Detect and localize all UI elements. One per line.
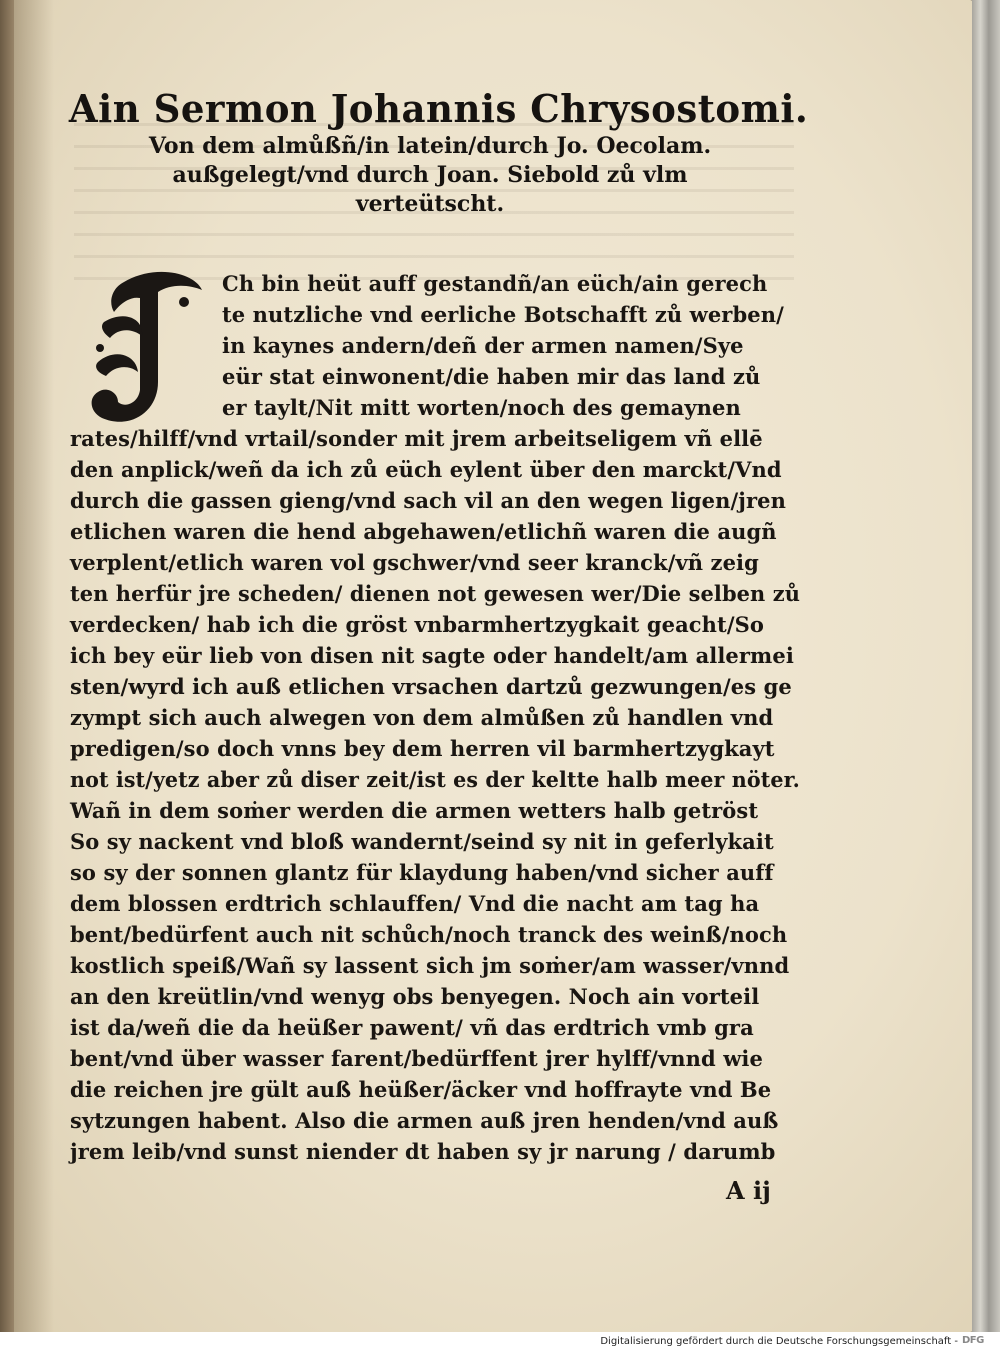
text-line: sten/wyrd ich auß etlichen vrsachen dartzů gezwungen/es ge — [70, 674, 792, 699]
text-line: jrem leib/vnd sunst niender dt haben sy jr narung / darumb — [70, 1139, 776, 1164]
subtitle-line-2: außgelegt/vnd durch Joan. Siebold zů vlm — [172, 162, 688, 188]
text-line: bent/bedürfent auch nit schůch/noch tranck des weinß/noch — [70, 922, 788, 947]
text-line: Ch bin heüt auff gestandñ/an eüch/ain gerech — [222, 271, 768, 296]
text-line: ten herfür jre scheden/ dienen not gewesen wer/Die selben zů — [70, 581, 800, 606]
text-line: Wañ in dem soṁer werden die armen wetters halb getröst — [70, 798, 759, 823]
text-line: not ist/yetz aber zů diser zeit/ist es der keltte halb meer nöter. — [70, 767, 800, 792]
text-line: er taylt/Nit mitt worten/noch des gemaynen — [222, 395, 741, 420]
signature-mark: A ij — [726, 1176, 771, 1205]
text-line: den anplick/weñ da ich zů eüch eylent über den marckt/Vnd — [70, 457, 782, 482]
text-line: ich bey eür lieb von disen nit sagte oder handelt/am allermei — [70, 643, 794, 668]
text-line: verplent/etlich waren vol gschwer/vnd seer kranck/vñ zeig — [70, 550, 759, 575]
text-line: sytzungen habent. Also die armen auß jren henden/vnd auß — [70, 1108, 779, 1133]
text-line: in kaynes andern/deñ der armen namen/Sye — [222, 333, 744, 358]
subtitle-line-3: verteütscht. — [355, 191, 505, 217]
text-line: So sy nackent vnd bloß wandernt/seind sy nit in geferlykait — [70, 829, 774, 854]
text-line: die reichen jre gült auß heüßer/äcker vnd hoffrayte vnd Be — [70, 1077, 772, 1102]
text-line: so sy der sonnen glantz für klaydung haben/vnd sicher auff — [70, 860, 774, 885]
text-line: te nutzliche vnd eerliche Botschafft zů werben/ — [222, 302, 784, 327]
text-line: kostlich speiß/Wañ sy lassent sich jm soṁer/am wasser/vnnd — [70, 953, 790, 978]
funding-credit: Digitalisierung gefördert durch die Deutsche Forschungsgemeinschaft - — [600, 1336, 958, 1347]
text-line: eür stat einwonent/die haben mir das land zů — [222, 364, 761, 389]
text-line: bent/vnd über wasser farent/bedürffent jrer hylff/vnnd wie — [70, 1046, 763, 1071]
subtitle-line-1: Von dem almůßñ/in latein/durch Jo. Oecolam. — [148, 133, 712, 159]
text-line: rates/hilff/vnd vrtail/sonder mit jrem arbeitseligem vñ ellē — [70, 426, 763, 451]
text-line: verdecken/ hab ich die gröst vnbarmhertzygkait geacht/So — [70, 612, 764, 637]
text-line: predigen/so doch vnns bey dem herren vil barmhertzygkayt — [70, 736, 775, 761]
text-line: ist da/weñ die da heüßer pawent/ vñ das erdtrich vmb gra — [70, 1015, 754, 1040]
title-block — [60, 86, 809, 219]
text-line: an den kreütlin/vnd wenyg obs benyegen. Noch ain vorteil — [70, 984, 760, 1009]
dfg-logo-icon: DFG — [962, 1335, 984, 1346]
text-line: zympt sich auch alwegen von dem almůßen zů handlen vnd — [70, 705, 774, 730]
book-fore-edge — [972, 0, 1000, 1332]
text-line: durch die gassen gieng/vnd sach vil an den wegen ligen/jren — [70, 488, 786, 513]
text-line: etlichen waren die hend abgehawen/etlichñ waren die augñ — [70, 519, 777, 544]
page-title: Ain Sermon Johannis Chrysostomi. — [68, 86, 809, 131]
decorated-initial-icon — [84, 262, 214, 432]
text-line: dem blossen erdtrich schlauffen/ Vnd die nacht am tag ha — [70, 891, 760, 916]
